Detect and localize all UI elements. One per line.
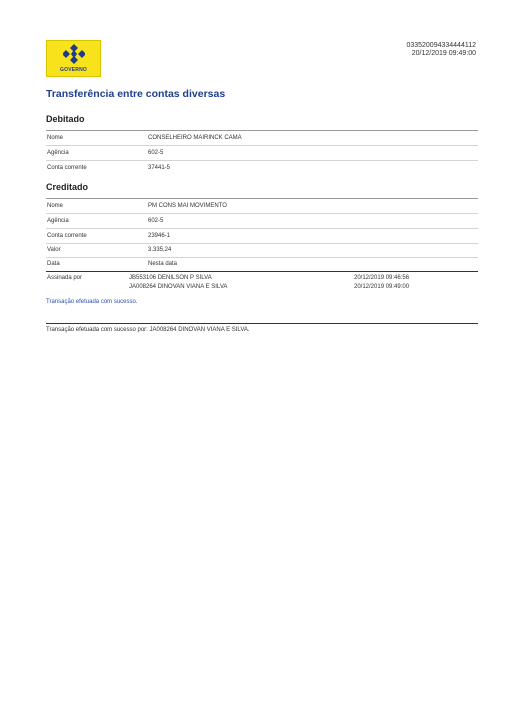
creditado-value-valor: 3.335,24 [148, 247, 172, 253]
banco-do-brasil-icon [63, 44, 85, 64]
creditado-value-data: Nesta data [148, 261, 178, 267]
success-message: Transação efetuada com sucesso. [46, 299, 138, 305]
debitado-value-nome: CONSELHEIRO MAIRINCK CAMA [148, 135, 242, 141]
debitado-heading: Debitado [46, 114, 85, 124]
logo-text: GOVERNO [60, 67, 87, 73]
signer-name: JB553106 DENILSON P SILVA [129, 275, 212, 281]
debitado-value-agencia: 602-5 [148, 150, 164, 156]
debitado-label-nome: Nome [47, 135, 64, 141]
row-divider [46, 160, 478, 161]
page-title: Transferência entre contas diversas [46, 88, 226, 100]
row-divider [46, 257, 478, 258]
document-header-info [406, 42, 476, 58]
transaction-code: 033520094334444112 [406, 42, 476, 49]
creditado-label-conta: Conta corrente [47, 233, 87, 239]
creditado-value-nome: PM CONS MAI MOVIMENTO [148, 203, 227, 209]
creditado-value-conta: 23946-1 [148, 233, 171, 239]
debitado-label-conta: Conta corrente [47, 165, 87, 171]
creditado-heading: Creditado [46, 182, 89, 192]
creditado-label-valor: Valor [47, 247, 61, 253]
creditado-divider [46, 198, 478, 199]
creditado-label-agencia: Agência [47, 218, 69, 224]
debitado-divider [46, 130, 478, 131]
row-divider [46, 228, 478, 229]
row-divider [46, 145, 478, 146]
creditado-label-data: Data [47, 261, 60, 267]
footer-message: Transação efetuada com sucesso por: JA008264 DINOVAN VIANA E SILVA. [46, 327, 250, 333]
debitado-label-agencia: Agência [47, 150, 69, 156]
debitado-value-conta: 37441-5 [148, 165, 171, 171]
signer-name: JA008264 DINOVAN VIANA E SILVA [129, 284, 228, 290]
footer-divider [46, 323, 478, 324]
signer-time: 20/12/2019 09:46:56 [354, 275, 410, 281]
creditado-value-agencia: 602-5 [148, 218, 164, 224]
signature-divider [46, 271, 478, 272]
bank-logo [46, 40, 101, 77]
row-divider [46, 243, 478, 244]
signed-by-label: Assinada por [47, 275, 83, 281]
signer-time: 20/12/2019 09:49:00 [354, 284, 410, 290]
row-divider [46, 213, 478, 214]
creditado-label-nome: Nome [47, 203, 64, 209]
transaction-timestamp: 20/12/2019 09:49:00 [411, 50, 476, 57]
